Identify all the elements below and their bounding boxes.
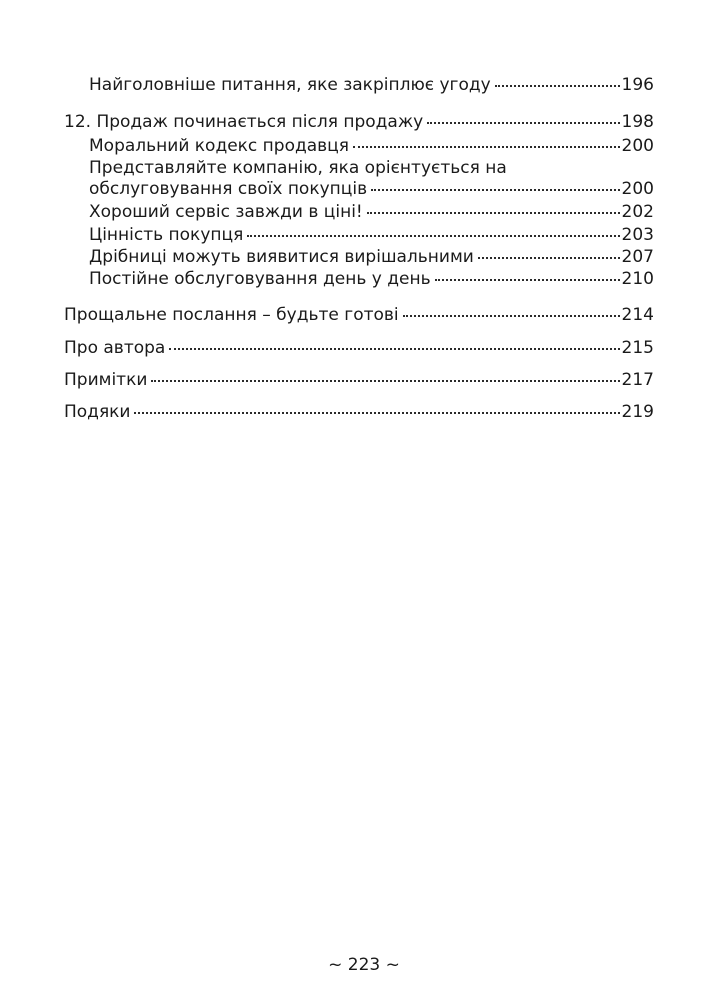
toc-entry: [89, 246, 654, 268]
toc-entry-page: 200: [621, 136, 654, 156]
dot-leader: [247, 235, 619, 237]
dot-leader: [169, 348, 619, 350]
page-number: ~ 223 ~: [328, 955, 400, 975]
toc-entry-title-line: Представляйте компанію, яка орієнтується на: [89, 158, 507, 178]
toc-entry-page: 203: [621, 225, 654, 245]
toc-entry: [89, 268, 654, 290]
toc-entry-title: 12. Продаж починається після продажу: [64, 112, 424, 132]
toc-section-entry: [64, 401, 654, 423]
toc-entry-page: 219: [621, 402, 654, 422]
dot-leader: [495, 85, 620, 87]
toc-entry-page: 198: [621, 112, 654, 132]
toc-entry-page: 200: [621, 179, 654, 199]
toc-section-entry: [64, 304, 654, 326]
dot-leader: [151, 380, 619, 382]
dot-leader: [478, 257, 620, 259]
toc-entry-page: 207: [621, 247, 654, 267]
toc-entry-page: 215: [621, 338, 654, 358]
toc-entry-page: 202: [621, 202, 654, 222]
toc-entry-page: 214: [621, 305, 654, 325]
toc-entry-title: Про автора: [64, 338, 166, 358]
dot-leader: [367, 212, 620, 214]
toc-entry: [89, 74, 654, 96]
toc-entry-page: 196: [621, 75, 654, 95]
toc-entry: [89, 135, 654, 157]
toc-entry-title: обслуговування своїх покупців: [89, 179, 368, 199]
toc-entry: [89, 178, 654, 200]
toc-entry-title: Моральний кодекс продавця: [89, 136, 349, 156]
dot-leader: [371, 189, 619, 191]
toc-entry-title: Прощальне послання – будьте готові: [64, 305, 399, 325]
toc-entry-page: 217: [621, 370, 654, 390]
toc-section-entry: [64, 337, 654, 359]
toc-entry-title: Найголовніше питання, яке закріплює угоду: [89, 75, 491, 95]
toc-entry-title: Постійне обслуговування день у день: [89, 269, 431, 289]
toc-chapter-entry: [64, 111, 654, 133]
dot-leader: [403, 315, 620, 317]
toc-entry-title: Цінність покупця: [89, 225, 244, 245]
toc-entry: [89, 201, 654, 223]
toc-entry-title: Подяки: [64, 402, 131, 422]
dot-leader: [427, 122, 619, 124]
toc-entry-page: 210: [621, 269, 654, 289]
toc-entry-title: Примітки: [64, 370, 148, 390]
dot-leader: [353, 146, 620, 148]
toc-entry-title: Хороший сервіс завжди в ціні!: [89, 202, 363, 222]
dot-leader: [435, 279, 620, 281]
toc-section-entry: [64, 369, 654, 391]
toc-entry: [89, 224, 654, 246]
dot-leader: [134, 412, 619, 414]
toc-entry-title: Дрібниці можуть виявитися вирішальними: [89, 247, 474, 267]
